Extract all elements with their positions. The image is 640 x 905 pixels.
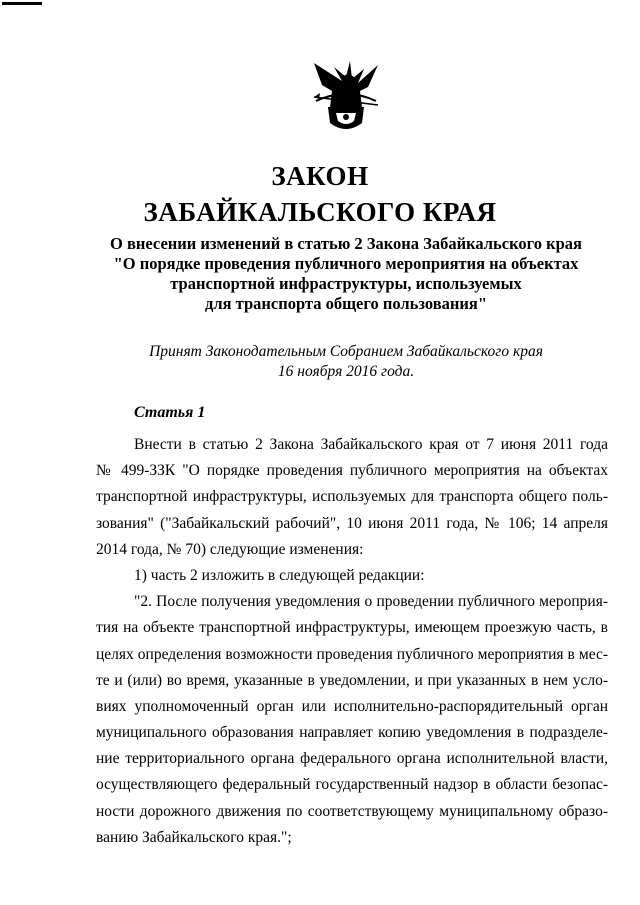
body-line: виях уполномоченный орган или исполнительно-распорядительный орган xyxy=(96,697,608,715)
subtitle-line: транспортной инфраструктуры, используемых xyxy=(170,274,522,293)
body-line: № 499-ЗЗК "О порядке проведения публичного мероприятия на объектах xyxy=(96,462,608,480)
body-line: осуществляющего федеральный государственный надзор в области безопас- xyxy=(96,776,608,794)
subtitle-line: О внесении изменений в статью 2 Закона Забайкальского края xyxy=(110,234,582,253)
adoption-line: Принят Законодательным Собранием Забайкальского края xyxy=(149,343,543,360)
subtitle-line: для транспорта общего пользования" xyxy=(205,294,487,313)
article-body xyxy=(96,432,608,851)
body-line: Внести в статью 2 Закона Забайкальского края от 7 июня 2011 года xyxy=(134,436,608,453)
document-title-line1: ЗАКОН xyxy=(271,161,369,191)
body-line: 1) часть 2 изложить в следующей редакции: xyxy=(134,566,425,584)
body-line: тия на объекте транспортной инфраструктуры, имеющем проезжую часть, в xyxy=(96,619,608,637)
body-line: "2. После получения уведомления о проведении публичного мероприя- xyxy=(134,593,608,611)
coat-of-arms-emblem-icon xyxy=(312,57,380,135)
body-line: муниципального образования направляет копию уведомления в подразделе- xyxy=(96,724,608,742)
body-line: ние территориального органа федерального органа исполнительной власти, xyxy=(96,750,608,768)
body-line: 2014 года, № 70) следующие изменения: xyxy=(96,540,364,558)
document-subtitle xyxy=(70,234,622,314)
body-line: ности дорожного движения по соответствующему муниципальному образо- xyxy=(96,802,608,820)
adoption-note xyxy=(70,342,622,382)
body-line: целях определения возможности проведения публичного мероприятия в мес- xyxy=(96,645,608,663)
scan-corner-mark xyxy=(2,2,42,5)
document-title-line2: ЗАБАЙКАЛЬСКОГО КРАЯ xyxy=(143,197,497,227)
subtitle-line: "О порядке проведения публичного мероприятия на объектах xyxy=(113,254,579,273)
adoption-date: 16 ноября 2016 года. xyxy=(277,363,415,380)
body-line: зования" ("Забайкальский рабочий", 10 июня 2011 года, № 106; 14 апреля xyxy=(96,514,608,532)
body-line: ванию Забайкальского края."; xyxy=(96,828,292,846)
article-heading: Статья 1 xyxy=(134,404,206,421)
body-line: транспортной инфраструктуры, используемых для транспорта общего поль- xyxy=(96,488,608,506)
body-line: те и (или) во время, указанные в уведомлении, и при указанных в нем усло- xyxy=(96,671,608,689)
